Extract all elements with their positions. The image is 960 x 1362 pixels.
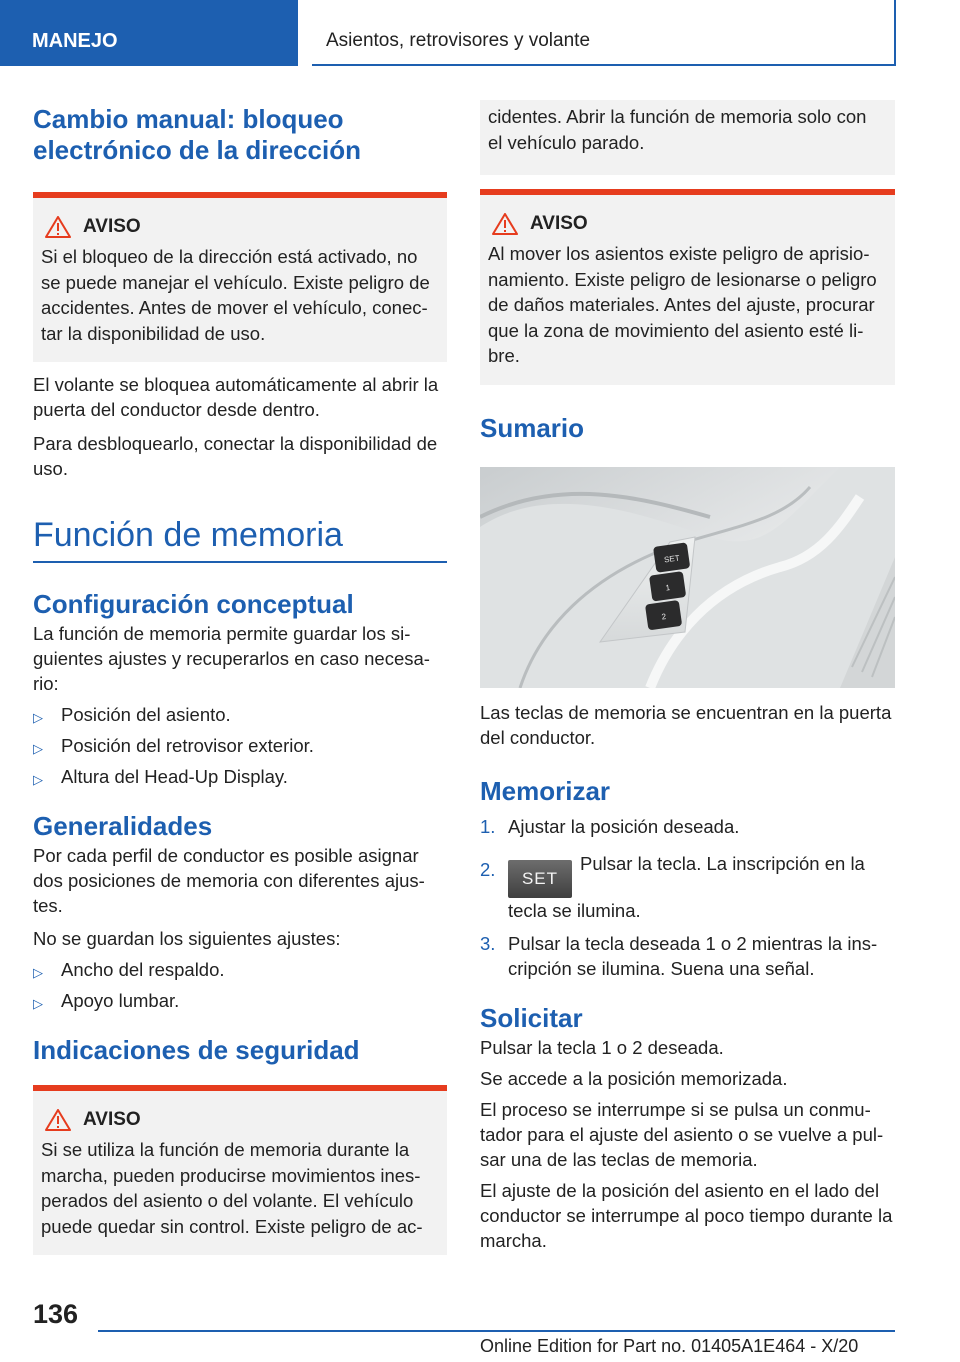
list-item: ▷ Posición del asiento.: [33, 702, 447, 727]
heading-solicitar: Solicitar: [480, 1002, 583, 1033]
list-item: 2. SETPulsar la tecla. La inscripción en la tecla se ilumina.: [480, 852, 865, 921]
paragraph: Se accede a la posición memorizada.: [480, 1067, 788, 1089]
warning-triangle-icon: [45, 1109, 71, 1131]
photo-label-set: SET: [663, 552, 681, 565]
list-item: 3. Pulsar la tecla deseada 1 o 2 mientras la ins-cripción se ilumina. Suena una señal.: [480, 932, 878, 979]
heading-configuracion: Configuración conceptual: [33, 589, 354, 619]
warning-triangle-icon: [45, 216, 71, 238]
right-column: [480, 100, 895, 1253]
paragraph: Por cada perfil de conductor es posible asignar dos posiciones de memoria con diferentes ajus-tes.: [33, 845, 425, 916]
footer-divider: [98, 1330, 895, 1332]
triangle-bullet-icon: ▷: [33, 710, 43, 725]
heading-sumario: Sumario: [480, 412, 585, 443]
paragraph: La función de memoria permite guardar los si-guientes ajustes y recuperarlos en caso necesa-rio:: [33, 623, 430, 694]
triangle-bullet-icon: ▷: [33, 741, 43, 756]
paragraph: El volante se bloquea automáticamente al abrir la puerta del conductor desde dentro.: [33, 374, 439, 420]
warning-box-seat-movement: [480, 189, 895, 385]
heading-memorizar: Memorizar: [480, 775, 611, 806]
heading-memoria-block: [33, 515, 447, 563]
paragraph: Pulsar la tecla 1 o 2 deseada.: [480, 1036, 724, 1058]
section-title: MANEJO: [0, 0, 298, 66]
photo-label-2: 2: [660, 611, 667, 621]
edition-note: Online Edition for Part no. 01405A1E464 - X/20: [480, 1336, 859, 1356]
warning-title: AVISO: [83, 1109, 141, 1130]
paragraph: Las teclas de memoria se encuentran en la puerta del conductor.: [480, 701, 892, 748]
set-button-icon: SET: [508, 860, 572, 898]
warning-text: Si se utiliza la función de memoria durante la marcha, pueden producirse movimientos ines-perados del asiento o del volante. El vehículo puede quedar sin control. Existe peligro de ac-: [41, 1139, 423, 1237]
paragraph: El ajuste de la posición del asiento en el lado del conductor se interrumpe al poco tiempo durante la marcha.: [480, 1179, 893, 1251]
heading-generalidades: Generalidades: [33, 811, 213, 841]
list-item: ▷ Posición del retrovisor exterior.: [33, 733, 447, 758]
paragraph: No se guardan los siguientes ajustes:: [33, 928, 341, 949]
list-item: ▷ Altura del Head-Up Display.: [33, 764, 447, 789]
warning-text: Si el bloqueo de la dirección está activado, no se puede manejar el vehículo. Existe peligro de accidentes. Antes de mover el vehículo, conec-tar la disponibilidad de uso.: [41, 246, 430, 344]
list-item: ▷ Ancho del respaldo.: [33, 957, 447, 982]
warning-triangle-icon: [492, 213, 518, 235]
paragraph: El proceso se interrumpe si se pulsa un conmu-tador para el ajuste del asiento o se vuelve a pul-sar una de las teclas de memoria.: [480, 1098, 884, 1170]
door-panel-illustration: [480, 467, 895, 688]
warning-title: AVISO: [530, 213, 588, 234]
page-header: [0, 0, 960, 66]
triangle-bullet-icon: ▷: [33, 772, 43, 787]
warning-box-continued: [480, 100, 895, 175]
page-number: 136: [33, 1299, 79, 1329]
not-stored-list: [33, 957, 447, 1013]
memory-buttons-photo: [480, 467, 895, 688]
warning-box-steering-lock: [33, 192, 447, 362]
triangle-bullet-icon: ▷: [33, 996, 43, 1011]
list-item: 1. Ajustar la posición deseada.: [480, 815, 740, 837]
warning-title: AVISO: [83, 216, 141, 237]
warning-box-memory-driving: [33, 1085, 447, 1255]
heading-cambio-manual: Cambio manual: bloqueo electrónico de la dirección: [33, 104, 361, 165]
heading-funcion-memoria: Función de memoria: [33, 516, 343, 554]
heading-seguridad: Indicaciones de seguridad: [33, 1035, 360, 1065]
photo-label-1: 1: [664, 582, 671, 593]
memorize-steps: [480, 814, 895, 981]
paragraph: Para desbloquearlo, conectar la disponibilidad de uso.: [33, 433, 438, 479]
chapter-title: Asientos, retrovisores y volante: [312, 0, 896, 66]
stored-settings-list: [33, 702, 447, 789]
triangle-bullet-icon: ▷: [33, 965, 43, 980]
list-item: ▷ Apoyo lumbar.: [33, 988, 447, 1013]
left-column: [33, 100, 447, 1255]
warning-text-continued: cidentes. Abrir la función de memoria solo con el vehículo parado.: [488, 106, 867, 153]
warning-text: Al mover los asientos existe peligro de aprisio-namiento. Existe peligro de lesionarse o peligro de daños materiales. Antes del ajuste, procurar que la zona de movimiento del asiento esté li-bre.: [488, 243, 877, 366]
